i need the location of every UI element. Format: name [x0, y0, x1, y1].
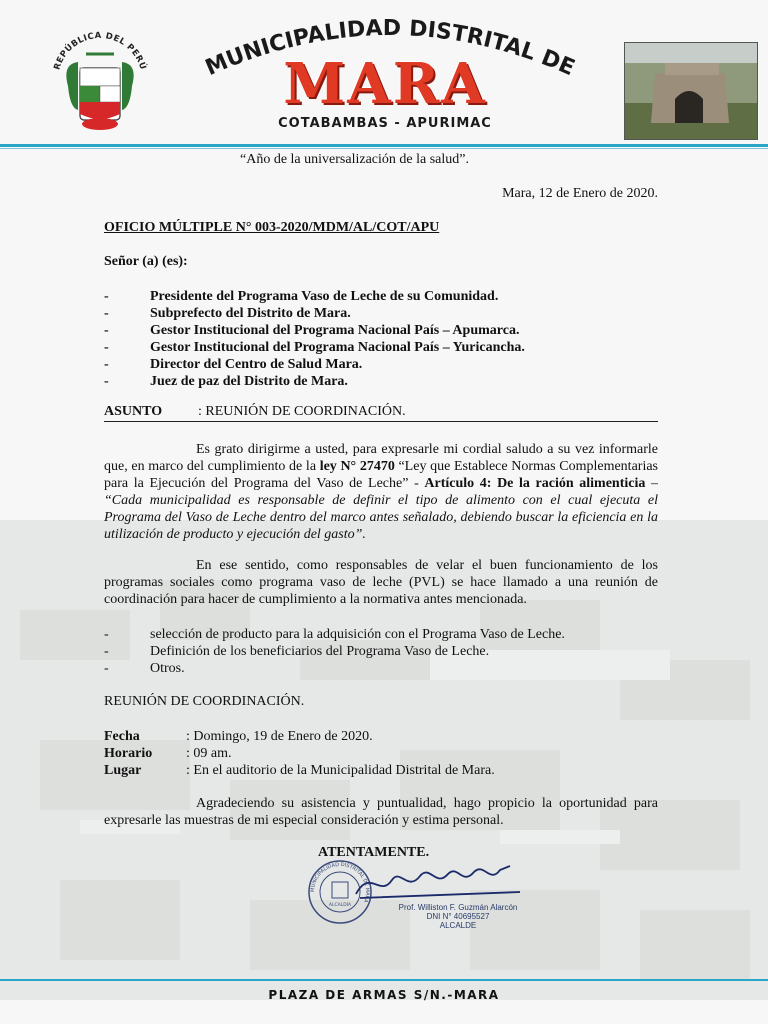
p1-law: ley N° 27470: [319, 459, 395, 474]
p1-text-c: “Ley que Establece Normas Complementarias para la Ejecución del Programa del Vaso de Leche” -: [104, 459, 658, 491]
p1-article: Artículo 4: De la ración alimenticia: [424, 476, 646, 491]
church-photo: [624, 42, 758, 140]
oficio-number: OFICIO MÚLTIPLE N° 003-2020/MDM/AL/COT/APU: [104, 220, 440, 235]
recipient-text: Juez de paz del Distrito de Mara.: [150, 374, 348, 389]
svg-text:REPÚBLICA DEL PERÚ: [52, 31, 149, 71]
list-item: - Otros.: [104, 661, 185, 676]
detail-label: Lugar: [104, 763, 142, 778]
list-item: - selección de producto para la adquisición con el Programa Vaso de Leche.: [104, 627, 565, 642]
detail-row: [104, 762, 495, 779]
detail-label: Horario: [104, 746, 153, 761]
year-slogan: “Año de la universalización de la salud”.: [240, 152, 469, 167]
header-rule-thin: [0, 148, 768, 149]
list-item: - Definición de los beneficiarios del Programa Vaso de Leche.: [104, 644, 490, 659]
agenda-list: [104, 626, 565, 677]
recipient-text: Subprefecto del Distrito de Mara.: [150, 306, 351, 321]
detail-row: [104, 728, 495, 745]
closing: ATENTAMENTE.: [318, 845, 430, 860]
detail-value: : Domingo, 19 de Enero de 2020.: [186, 729, 373, 744]
signature-icon: [350, 858, 530, 906]
p1-quote: “Cada municipalidad es responsable de definir el tipo de alimento con el cual ejecuta el Programa del Vaso de Leche dentro del marco antes señalado, debiendo buscar la eficiencia en la utilización de producto y ejecución del gasto”.: [104, 493, 658, 542]
agenda-text: selección de producto para la adquisición con el Programa Vaso de Leche.: [150, 627, 565, 642]
mayor-stamp: [398, 903, 518, 930]
footer-address: PLAZA DE ARMAS S/N.-MARA: [268, 988, 500, 1002]
salutation: Señor (a) (es):: [104, 254, 188, 269]
p1-text-a: Es grato dirigirme a usted, para expresarle mi cordial saludo a su vez informarle que, en marco del cumplimiento de la: [104, 442, 658, 474]
detail-label: Fecha: [104, 729, 140, 744]
list-item: - Director del Centro de Salud Mara.: [104, 357, 363, 372]
list-item: - Presidente del Programa Vaso de Leche de su Comunidad.: [104, 289, 499, 304]
seal-text: MUNICIPALIDAD DISTRITAL DE MARA: [309, 861, 371, 904]
p1-dash: –: [645, 476, 659, 491]
coat-of-arms-icon: [48, 24, 152, 136]
municipality-title: MUNICIPALIDAD DISTRITAL DE: [201, 15, 579, 82]
meeting-details: [104, 728, 495, 779]
recipient-text: Director del Centro de Salud Mara.: [150, 357, 363, 372]
subject-value: : REUNIÓN DE COORDINACIÓN.: [198, 404, 406, 419]
stamp-role: ALCALDE: [439, 921, 477, 930]
list-item: - Gestor Institucional del Programa Nacional País – Yuricancha.: [104, 340, 525, 355]
agenda-text: Otros.: [150, 661, 185, 676]
header-rule: [0, 144, 768, 147]
meeting-title: REUNIÓN DE COORDINACIÓN.: [104, 694, 305, 709]
detail-value: : En el auditorio de la Municipalidad Distrital de Mara.: [186, 763, 495, 778]
letterhead: [0, 0, 768, 150]
subject-label: ASUNTO: [104, 404, 163, 419]
recipient-list: [104, 288, 525, 390]
list-item: - Gestor Institucional del Programa Nacional País – Apumarca.: [104, 323, 520, 338]
detail-row: [104, 745, 495, 762]
stamp-name: Prof. Williston F. Guzmán Alarcón: [398, 903, 518, 912]
paragraph-2: En ese sentido, como responsables de velar el buen funcionamiento de los programas sociales como programa vaso de leche (PVL) se hace llamado a una reunión de coordinación para hacer de cumplimiento a la normativa antes mencionada.: [104, 558, 658, 607]
province-line: COTABAMBAS - APURIMAC: [278, 116, 492, 131]
brand-name: MARA: [283, 51, 487, 117]
list-item: - Subprefecto del Distrito de Mara.: [104, 306, 351, 321]
letter-date: Mara, 12 de Enero de 2020.: [502, 186, 658, 201]
paragraph-1: [104, 441, 658, 543]
coat-caption: REPÚBLICA DEL PERÚ: [52, 30, 148, 72]
recipient-text: Gestor Institucional del Programa Nacional País – Yuricancha.: [150, 340, 525, 355]
subject-line: [104, 404, 658, 422]
agenda-text: Definición de los beneficiarios del Programa Vaso de Leche.: [150, 644, 490, 659]
paragraph-3: Agradeciendo su asistencia y puntualidad, hago propicio la oportunidad para expresarle las muestras de mi especial consideración y estima personal.: [104, 796, 658, 828]
recipient-text: Gestor Institucional del Programa Nacional País – Apumarca.: [150, 323, 520, 338]
detail-value: : 09 am.: [186, 746, 232, 761]
seal-center-text: ALCALDÍA: [328, 903, 352, 908]
recipient-text: Presidente del Programa Vaso de Leche de su Comunidad.: [150, 289, 499, 304]
list-item: - Juez de paz del Distrito de Mara.: [104, 374, 348, 389]
stamp-dni: DNI N° 40695527: [426, 912, 490, 921]
footer-rule: [0, 979, 768, 981]
